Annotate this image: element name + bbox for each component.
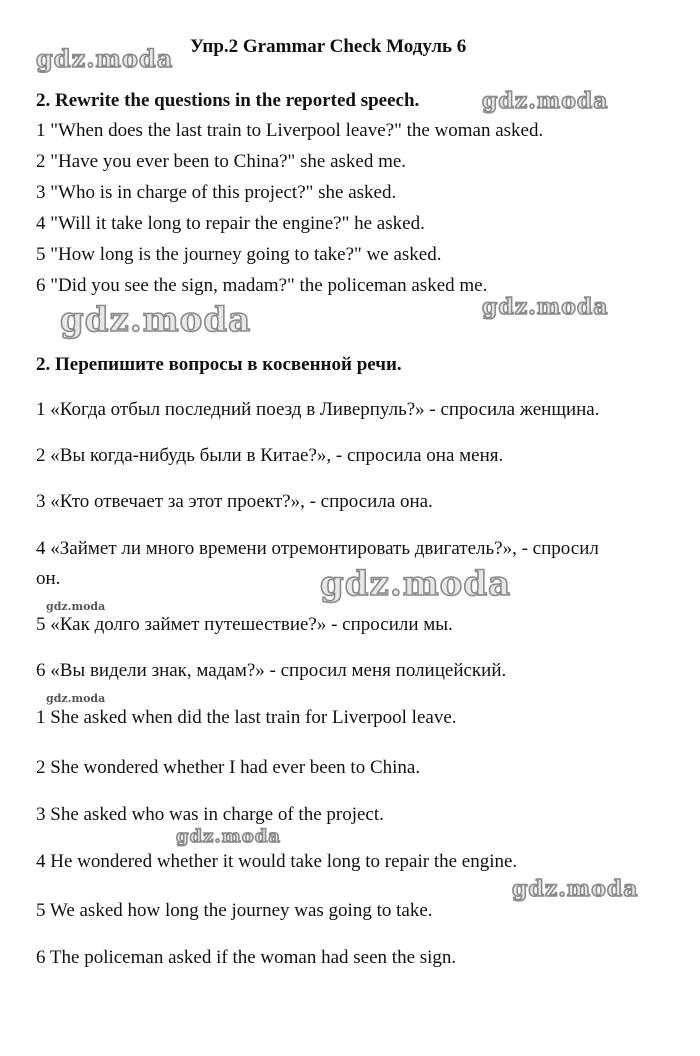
english-item-6: 6 "Did you see the sign, madam?" the policeman asked me. <box>36 275 488 296</box>
english-task-heading: 2. Rewrite the questions in the reported speech. <box>36 90 420 111</box>
english-item-3: 3 "Who is in charge of this project?" she asked. <box>36 182 397 203</box>
answer-item-2: 2 She wondered whether I had ever been to China. <box>36 757 421 778</box>
russian-item-6: 6 «Вы видели знак, мадам?» - спросил меня полицейский. <box>36 660 507 681</box>
russian-item-3: 3 «Кто отвечает за этот проект?», - спросила она. <box>36 491 433 512</box>
russian-item-4: 4 «Займет ли много времени отремонтировать двигатель?», - спросил <box>36 538 599 559</box>
russian-item-5: 5 «Как долго займет путешествие?» - спросили мы. <box>36 614 453 635</box>
answer-item-4: 4 He wondered whether it would take long to repair the engine. <box>36 851 518 872</box>
english-item-5: 5 "How long is the journey going to take?" we asked. <box>36 244 442 265</box>
russian-task-heading: 2. Перепишите вопросы в косвенной речи. <box>36 354 402 375</box>
watermark-top-left: gdz.moda <box>36 44 174 73</box>
watermark-top-right: gdz.moda <box>482 88 609 114</box>
english-item-2: 2 "Have you ever been to China?" she asked me. <box>36 151 407 172</box>
watermark-small-1: gdz.moda <box>46 600 106 613</box>
answer-item-5: 5 We asked how long the journey was going to take. <box>36 900 433 921</box>
watermark-small-2: gdz.moda <box>46 692 106 705</box>
page-title: Упр.2 Grammar Check Модуль 6 <box>190 36 467 57</box>
watermark-large-left: gdz.moda <box>60 300 252 340</box>
russian-item-4-cont: он. <box>36 568 61 589</box>
watermark-large-center: gdz.moda <box>320 564 512 604</box>
answer-item-3: 3 She asked who was in charge of the project. <box>36 804 384 825</box>
answer-item-6: 6 The policeman asked if the woman had seen the sign. <box>36 947 457 968</box>
watermark-bottom-right: gdz.moda <box>512 876 639 902</box>
russian-item-1: 1 «Когда отбыл последний поезд в Ливерпуль?» - спросила женщина. <box>36 399 600 420</box>
russian-item-2: 2 «Вы когда-нибудь были в Китае?», - спросила она меня. <box>36 445 504 466</box>
english-item-1: 1 "When does the last train to Liverpool leave?" the woman asked. <box>36 120 544 141</box>
answer-item-1: 1 She asked when did the last train for Liverpool leave. <box>36 707 457 728</box>
watermark-answers-center: gdz.moda <box>176 826 281 847</box>
english-item-4: 4 "Will it take long to repair the engine?" he asked. <box>36 213 425 234</box>
watermark-right-mid: gdz.moda <box>482 294 609 320</box>
